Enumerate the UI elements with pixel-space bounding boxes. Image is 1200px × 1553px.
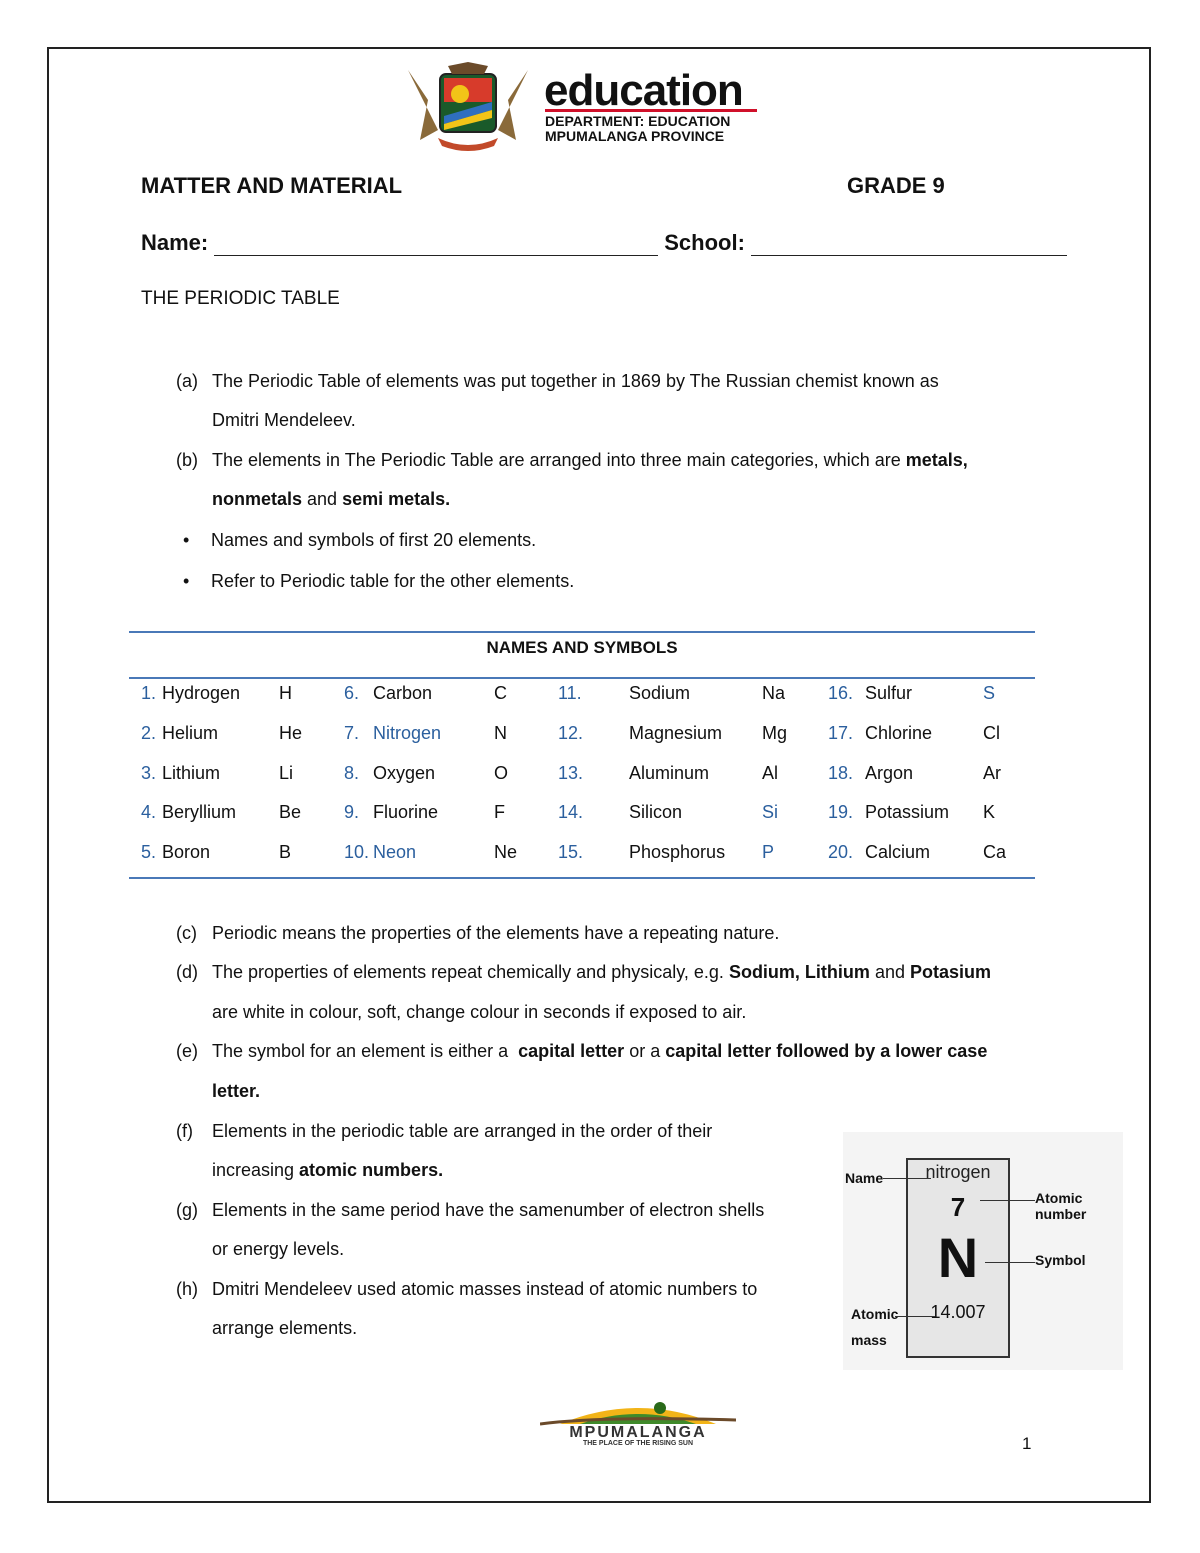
element-name-cell: Argon: [865, 763, 914, 783]
element-symbol-cell: Be: [279, 802, 302, 822]
element-number-cell: 8.: [344, 763, 360, 783]
school-label: School:: [664, 230, 745, 255]
element-name-cell: Nitrogen: [373, 723, 442, 743]
element-name-cell: Magnesium: [629, 723, 723, 743]
element-number-cell: 7.: [344, 723, 360, 743]
element-symbol-cell: Al: [762, 763, 779, 783]
point-c: (c) Periodic means the properties of the elements have a repeating nature.: [176, 923, 780, 943]
element-symbol-cell: K: [983, 802, 996, 822]
element-name-cell: Hydrogen: [162, 683, 241, 703]
element-symbol-cell: Mg: [762, 723, 788, 743]
page-number: 1: [1022, 1434, 1032, 1453]
point-b-cont: nonmetals and semi metals.: [212, 489, 451, 509]
element-name-cell: Aluminum: [629, 763, 710, 783]
element-symbol-cell: C: [494, 683, 507, 703]
element-symbol-cell: Ne: [494, 842, 518, 862]
element-symbol-cell: H: [279, 683, 292, 703]
element-number-cell: 2.: [141, 723, 157, 743]
label-mass-2: mass: [851, 1332, 887, 1348]
element-name-cell: Phosphorus: [629, 842, 726, 862]
subject-title: MATTER AND MATERIAL: [141, 173, 403, 198]
mpumalanga-logo: [540, 1398, 736, 1447]
element-symbol-cell: N: [494, 723, 507, 743]
element-number-cell: 6.: [344, 683, 360, 703]
element-name-cell: Beryllium: [162, 802, 237, 822]
table-top-rule: [129, 631, 1035, 633]
leader-name: [883, 1178, 931, 1179]
element-symbol-cell: B: [279, 842, 292, 862]
element-number-cell: 11.: [558, 683, 582, 703]
name-school-row: [141, 230, 1067, 256]
element-number-cell: 4.: [141, 802, 157, 822]
point-d: (d) The properties of elements repeat chemically and physicaly, e.g. Sodium, Lithium and Potasium: [176, 962, 992, 982]
element-name-cell: Oxygen: [373, 763, 436, 783]
element-symbol-cell: P: [762, 842, 775, 862]
element-number-cell: 12.: [558, 723, 584, 743]
logo-title: education: [544, 66, 743, 115]
label-name: Name: [845, 1170, 884, 1186]
element-name: nitrogen: [925, 1162, 991, 1182]
element-number-cell: 17.: [828, 723, 854, 743]
element-symbol-cell: Cl: [983, 723, 1000, 743]
element-number-cell: 18.: [828, 763, 854, 783]
logo-rule: [545, 109, 757, 112]
element-name-cell: Fluorine: [373, 802, 439, 822]
footer-tagline: THE PLACE OF THE RISING SUN: [582, 1440, 694, 1447]
element-number-cell: 16.: [828, 683, 854, 703]
coat-of-arms-logo: [398, 60, 538, 156]
point-f-cont: increasing atomic numbers.: [212, 1160, 444, 1180]
element-name-cell: Calcium: [865, 842, 931, 862]
point-a: (a) The Periodic Table of elements was put together in 1869 by The Russian chemist known as: [176, 371, 939, 391]
element-name-cell: Helium: [162, 723, 219, 743]
leader-number: [980, 1200, 1035, 1201]
table-title: NAMES AND SYMBOLS: [486, 638, 678, 657]
element-number-cell: 5.: [141, 842, 157, 862]
point-a-cont: Dmitri Mendeleev.: [212, 410, 356, 430]
element-name-cell: Sodium: [629, 683, 691, 703]
element-name-cell: Carbon: [373, 683, 433, 703]
label-mass-1: Atomic: [851, 1306, 899, 1322]
element-symbol-cell: He: [279, 723, 303, 743]
element-number-cell: 14.: [558, 802, 584, 822]
element-symbol-cell: S: [983, 683, 996, 703]
point-g-cont: or energy levels.: [212, 1239, 345, 1259]
point-d-cont: are white in colour, soft, change colour in seconds if exposed to air.: [212, 1002, 747, 1022]
element-number-cell: 1.: [141, 683, 157, 703]
leader-symbol: [985, 1262, 1035, 1263]
point-b: (b) The elements in The Periodic Table are arranged into three main categories, which are metals,: [176, 450, 968, 470]
element-symbol-cell: Ar: [983, 763, 1001, 783]
school-field[interactable]: [751, 233, 1067, 256]
element-name-cell: Chlorine: [865, 723, 933, 743]
element-name-cell: Sulfur: [865, 683, 913, 703]
point-h: (h) Dmitri Mendeleev used atomic masses instead of atomic numbers to: [176, 1279, 758, 1299]
name-field[interactable]: [214, 233, 658, 256]
element-name-cell: Boron: [162, 842, 211, 862]
element-name-cell: Silicon: [629, 802, 683, 822]
element-number-cell: 13.: [558, 763, 584, 783]
label-number: Atomic number: [1035, 1190, 1087, 1222]
point-h-cont: arrange elements.: [212, 1318, 358, 1338]
element-name-cell: Neon: [373, 842, 417, 862]
element-mass: 14.007: [930, 1302, 986, 1322]
logo-line2: MPUMALANGA PROVINCE: [545, 128, 725, 144]
footer-brand: MPUMALANGA: [569, 1424, 707, 1441]
element-number-cell: 15.: [558, 842, 584, 862]
element-number-cell: 3.: [141, 763, 157, 783]
grade-title: GRADE 9: [847, 173, 945, 198]
point-g: (g) Elements in the same period have the samenumber of electron shells: [176, 1200, 765, 1220]
element-symbol-cell: Na: [762, 683, 786, 703]
section-title: THE PERIODIC TABLE: [141, 288, 340, 309]
leader-mass: [895, 1316, 935, 1317]
table-header-rule: [129, 677, 1035, 679]
point-e-cont: letter.: [212, 1081, 261, 1101]
element-symbol-cell: F: [494, 802, 505, 822]
bullet-1: • Names and symbols of first 20 elements.: [183, 530, 537, 550]
element-symbol-cell: Ca: [983, 842, 1007, 862]
label-symbol: Symbol: [1035, 1252, 1086, 1268]
element-card-diagram: [843, 1132, 1123, 1370]
element-number-cell: 19.: [828, 802, 854, 822]
element-number-cell: 9.: [344, 802, 360, 822]
element-number-cell: 10.: [344, 842, 370, 862]
element-symbol-cell: O: [494, 763, 509, 783]
bullet-2: • Refer to Periodic table for the other elements.: [183, 571, 575, 591]
element-symbol-cell: Si: [762, 802, 779, 822]
element-symbol-cell: Li: [279, 763, 294, 783]
logo-line1: DEPARTMENT: EDUCATION: [545, 113, 731, 129]
point-e: (e) The symbol for an element is either a capital letter or a capital letter followed by a lower case: [176, 1041, 988, 1061]
name-label: Name:: [141, 230, 209, 255]
element-name-cell: Potassium: [865, 802, 950, 822]
table-bottom-rule: [129, 877, 1035, 879]
element-number: 7: [950, 1192, 966, 1222]
element-symbol: N: [937, 1226, 979, 1289]
point-f: (f) Elements in the periodic table are arranged in the order of their: [176, 1121, 713, 1141]
element-number-cell: 20.: [828, 842, 854, 862]
element-name-cell: Lithium: [162, 763, 221, 783]
